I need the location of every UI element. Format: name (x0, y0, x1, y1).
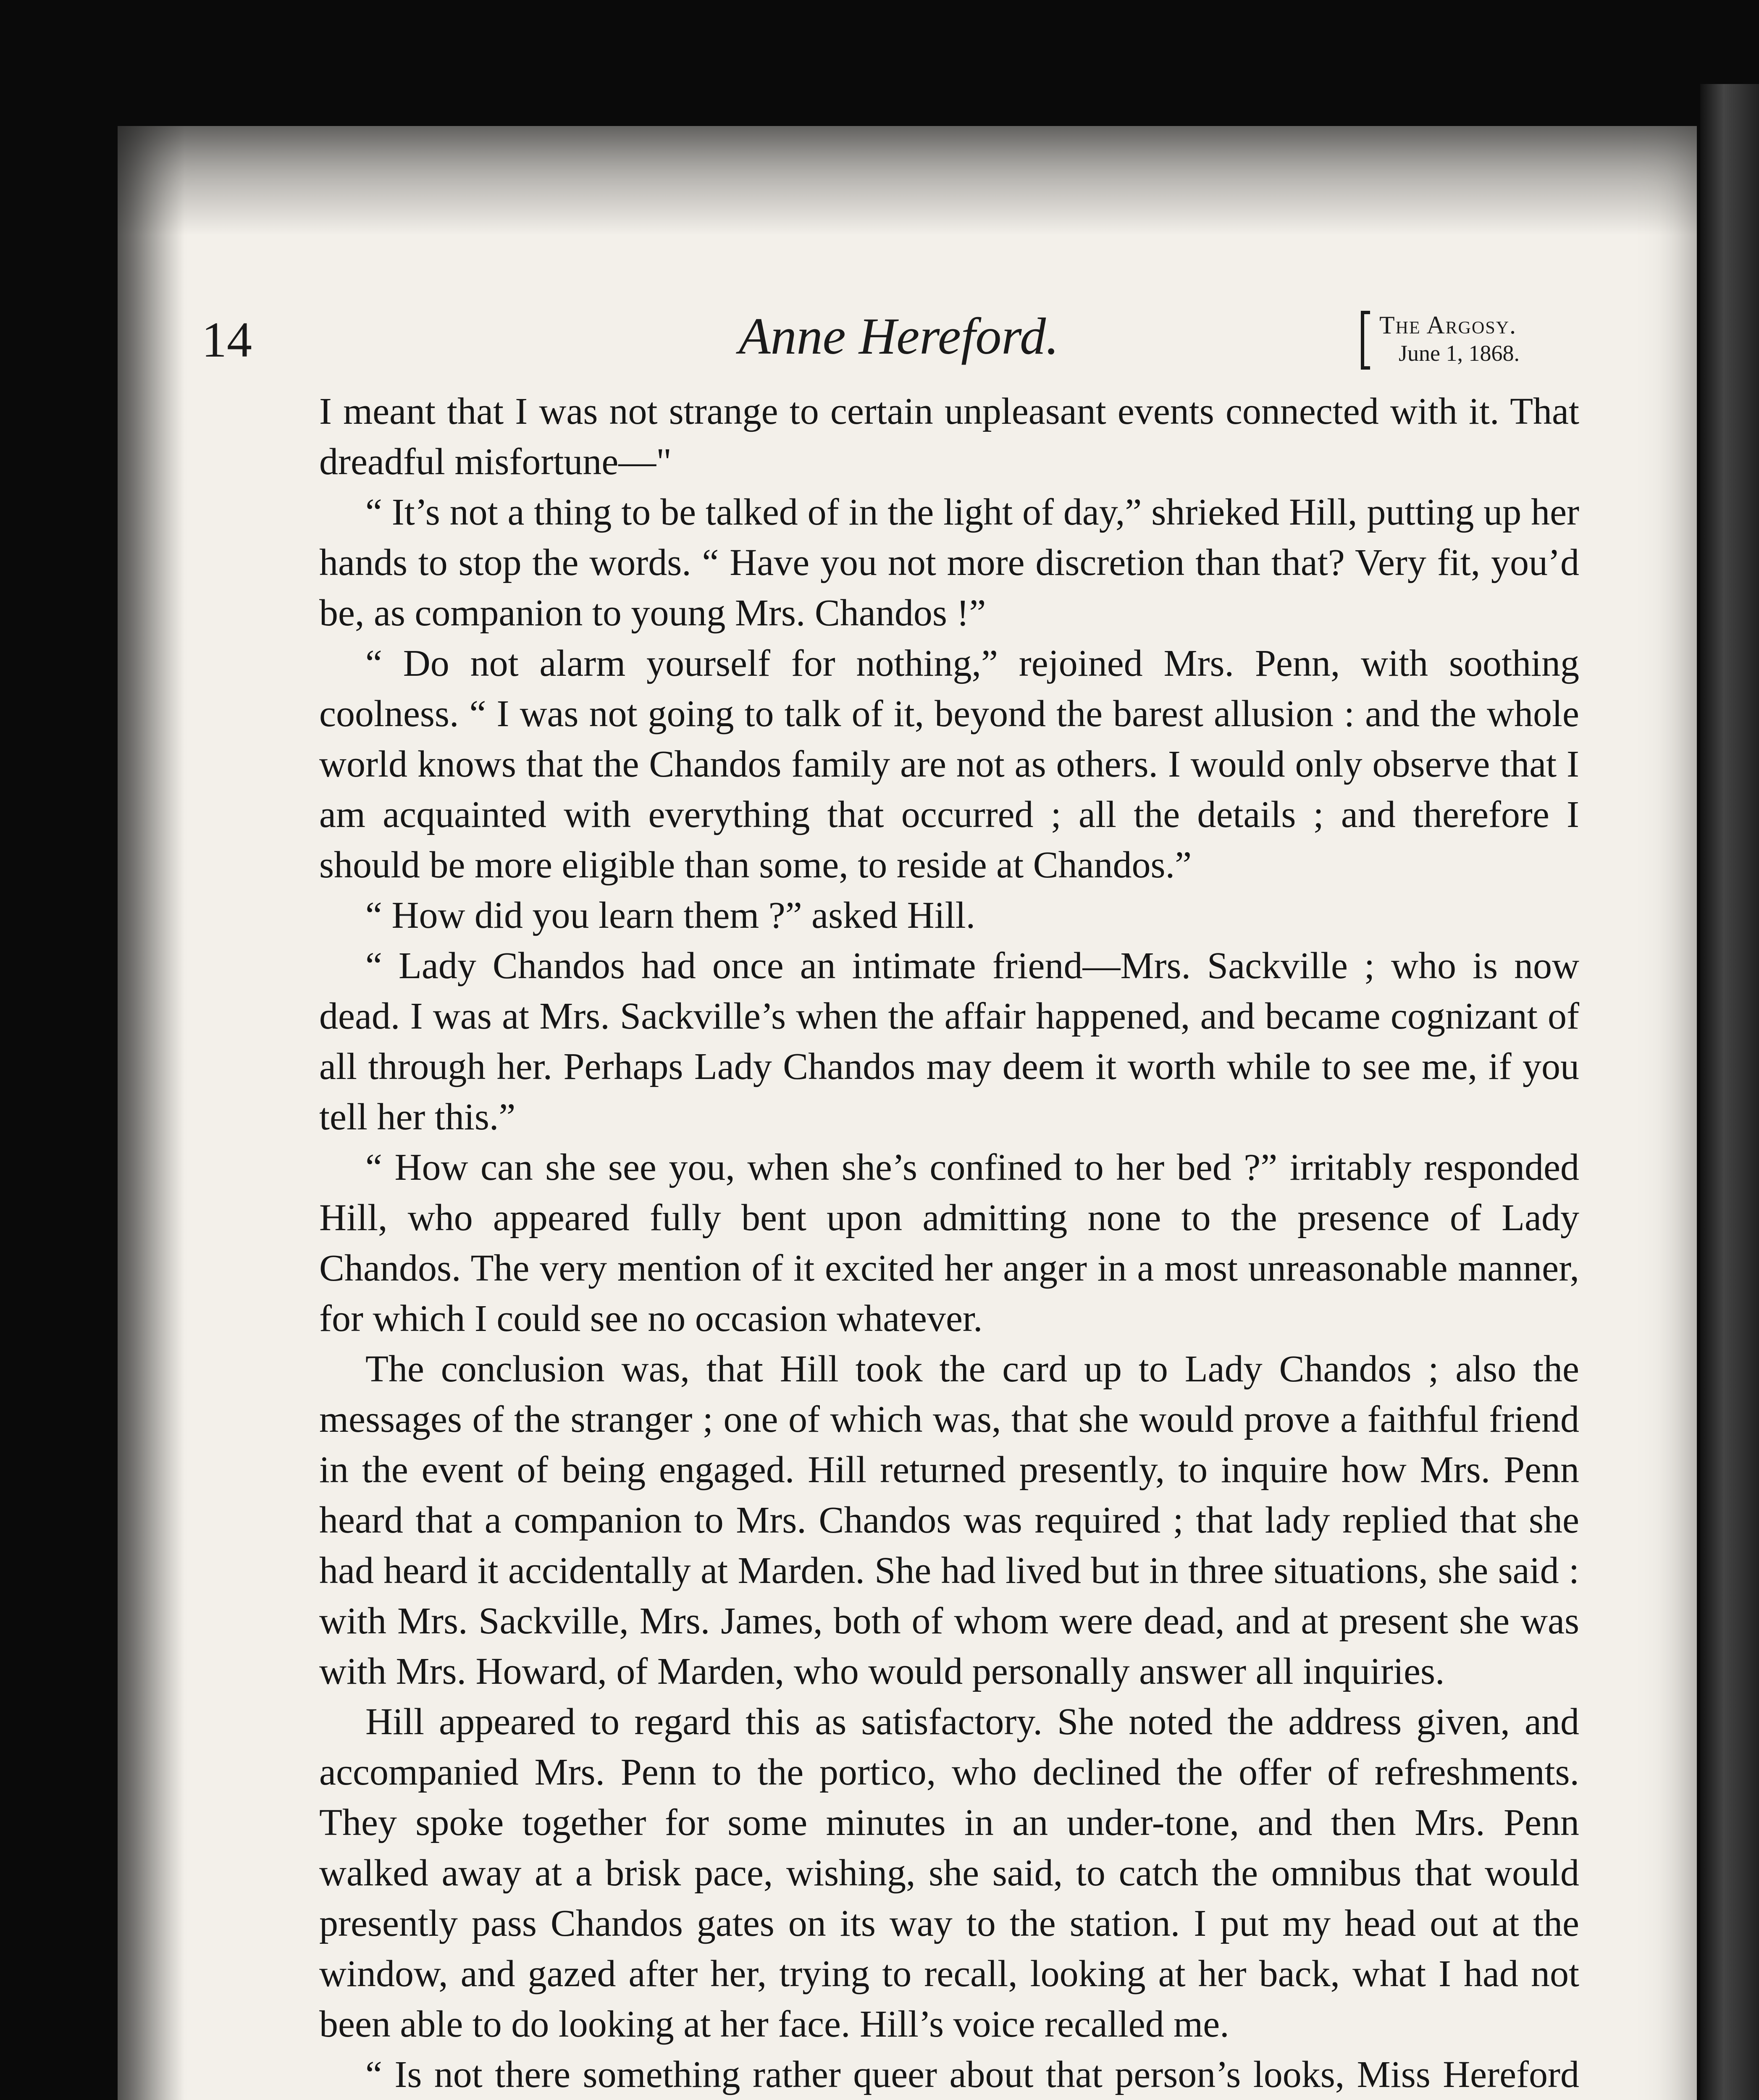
paragraph: “ How did you learn them ?” asked Hill. (365, 895, 976, 936)
page-header (202, 302, 1596, 374)
paragraph: “ Do not alarm yourself for nothing,” rejoined Mrs. Penn, with soothing coolness. “ I was not going to talk of it, beyond the barest allusion : and the whole world knows that the Chandos family are not as others. I would only observe that I am acquainted with everything that occurred ; all the details ; and therefore I should be more eligible than some, to reside at Chandos.” (319, 643, 1579, 886)
paragraph: “ Lady Chandos had once an intimate friend—Mrs. Sackville ; who is now dead. I was at Mrs. Sackville’s when the affair happened, and became cognizant of all through her. Perhaps Lady Chandos may deem it worth while to see me, if you tell her this.” (319, 945, 1579, 1138)
masthead-name: The Argosy. (1379, 311, 1517, 339)
paragraph: “ Is not there something rather queer about that person’s looks, Miss Hereford (365, 2054, 1579, 2095)
paragraph: Hill appeared to regard this as satisfactory. She noted the address given, and accompanied Mrs. Penn to the portico, who declined the offer of refreshments. They spoke together for some minutes in an under-tone, and then Mrs. Penn walked away at a brisk pace, wishing, she said, to catch the omnibus that would presently pass Chandos gates on its way to the station. I put my head out at the window, and gazed after her, trying to recall, looking at her back, what I had not been able to do looking at her face. Hill’s voice recalled me. (319, 1701, 1579, 2045)
book-edge (1700, 84, 1759, 2100)
paragraph: The conclusion was, that Hill took the card up to Lady Chandos ; also the messages of the stranger ; one of which was, that she would prove a faithful friend in the event of being engaged. Hill returned presently, to inquire how Mrs. Penn heard that a companion to Mrs. Chandos was required ; that lady replied that she had heard it accidentally at Marden. She had lived but in three situations, she said : with Mrs. Sackville, Mrs. James, both of whom were dead, and at present she was with Mrs. Howard, of Marden, who would personally answer all inquiries. (319, 1348, 1579, 1692)
paragraph: “ It’s not a thing to be talked of in the light of day,” shrieked Hill, putting up her hands to stop the words. “ Have you not more discretion than that? Very fit, you’d be, as companion to young Mrs. Chandos !” (319, 491, 1579, 634)
masthead-date: June 1, 1868. (1399, 341, 1520, 366)
page-number: 14 (202, 312, 252, 368)
masthead-bracket (1361, 311, 1370, 370)
body-text (319, 386, 1579, 2100)
paragraph: I meant that I was not strange to certain unpleasant events connected with it. That dreadful misfortune—" (319, 391, 1579, 483)
masthead (1361, 311, 1596, 374)
running-title: Anne Hereford. (738, 307, 1059, 365)
paragraph: “ How can she see you, when she’s confined to her bed ?” irritably responded Hill, who appeared fully bent upon admitting none to the presence of Lady Chandos. The very mention of it excited her anger in a most unreasonable manner, for which I could see no occasion whatever. (319, 1147, 1579, 1339)
